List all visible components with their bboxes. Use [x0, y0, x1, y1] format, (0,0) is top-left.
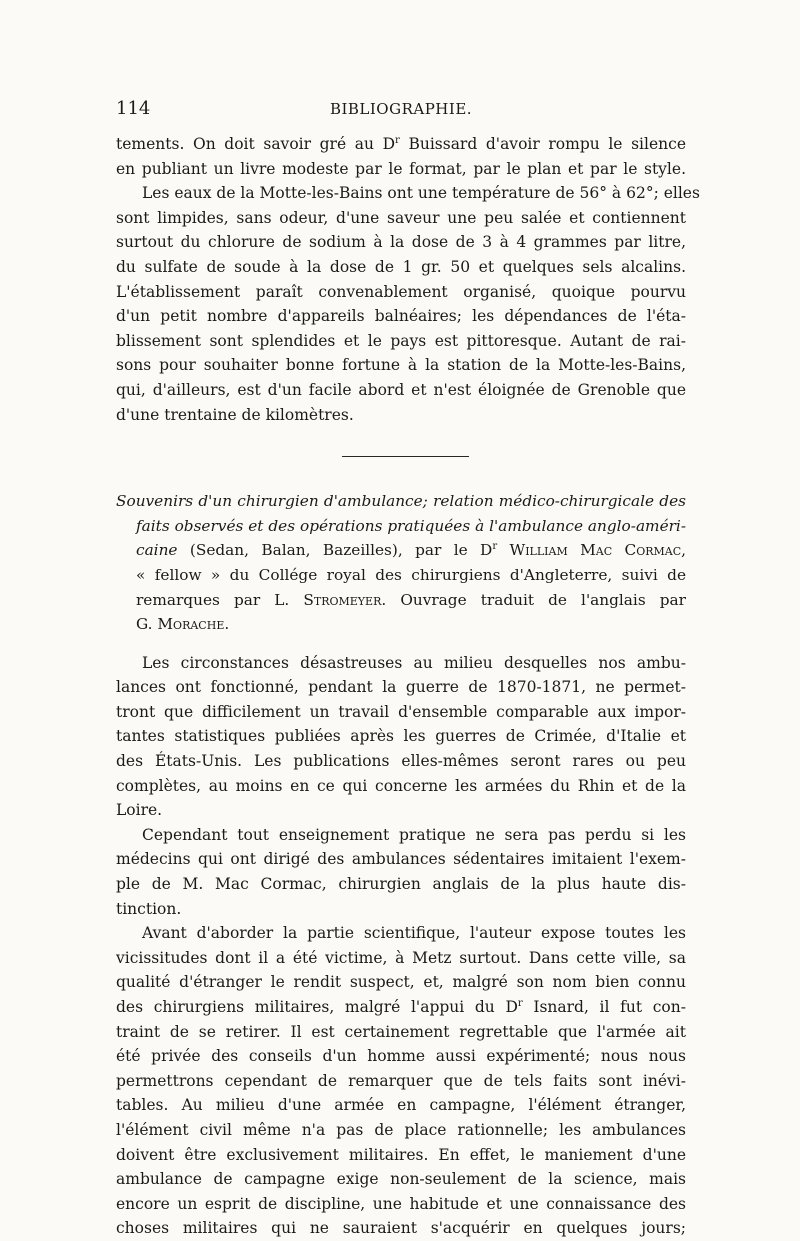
paragraph-enseignement	[116, 823, 686, 921]
text-line: tantes statistiques publiées après les guerres de Crimée, d'Italie et	[116, 727, 686, 746]
page-body	[116, 132, 700, 1241]
text-line: tements. On doit savoir gré au $D^r$ Buissard d'avoir rompu le silence	[116, 134, 686, 153]
text-line: Les circonstances désastreuses au milieu desquelles nos ambu-	[142, 653, 686, 672]
text-line: lances ont fonctionné, pendant la guerre de 1870-1871, ne permet-	[116, 678, 686, 697]
text-line: l'élément civil même n'a pas de place rationnelle; les ambulances	[116, 1120, 686, 1139]
paragraph-motte-les-bains	[116, 181, 700, 427]
text-line: été privée des conseils d'un homme aussi expérimenté; nous nous	[116, 1047, 686, 1066]
title-line: Souvenirs d'un chirurgien d'ambulance; relation médico-chirurgicale des	[116, 492, 686, 511]
paragraph-avant	[116, 921, 686, 1241]
text-line: d'une trentaine de kilomètres.	[116, 405, 354, 424]
text-line: du sulfate de soude à la dose de 1 gr. 50 et quelques sels alcalins.	[116, 257, 686, 276]
text-line: Avant d'aborder la partie scientifique, l'auteur expose toutes les	[142, 924, 686, 943]
title-line: caine (Sedan, Balan, Bazeilles), par le $D^r$ William Mac Cormac,	[136, 541, 686, 560]
text-line: traint de se retirer. Il est certainement regrettable que l'armée ait	[116, 1022, 686, 1041]
title-line: faits observés et des opérations pratiquées à l'ambulance anglo-améri-	[136, 516, 686, 535]
page-header	[116, 98, 686, 124]
paragraph-continuation	[116, 132, 686, 181]
text-line: Les eaux de la Motte-les-Bains ont une température de 56° à 62°; elles	[142, 184, 700, 203]
text-line: vicissitudes dont il a été victime, à Metz surtout. Dans cette ville, sa	[116, 948, 686, 967]
title-line: remarques par L. Stromeyer. Ouvrage traduit de l'anglais par	[136, 590, 686, 609]
text-line: encore un esprit de discipline, une habitude et une connaissance des	[116, 1194, 686, 1213]
text-line: tront que difficilement un travail d'ensemble comparable aux impor-	[116, 702, 686, 721]
section-divider	[116, 427, 686, 489]
text-line: qualité d'étranger le rendit suspect, et, malgré son nom bien connu	[116, 973, 686, 992]
running-head: BIBLIOGRAPHIE.	[329, 100, 473, 118]
paragraph-circonstances	[116, 651, 686, 823]
text-line: L'établissement paraît convenablement organisé, quoique pourvu	[116, 282, 686, 301]
text-line: médecins qui ont dirigé des ambulances sédentaires imitaient l'exem-	[116, 850, 686, 869]
text-line: choses militaires qui ne sauraient s'acquérir en quelques jours;	[116, 1219, 686, 1238]
text-line: qui, d'ailleurs, est d'un facile abord et n'est éloignée de Grenoble que	[116, 380, 686, 399]
text-line: des chirurgiens militaires, malgré l'appui du $D^r$ Isnard, il fut con-	[116, 997, 686, 1016]
review-title	[116, 489, 686, 637]
text-line: blissement sont splendides et le pays est pittoresque. Autant de rai-	[116, 331, 686, 350]
text-line: ambulance de campagne exige non-seulement de la science, mais	[116, 1170, 686, 1189]
text-line: Cependant tout enseignement pratique ne sera pas perdu si les	[142, 825, 686, 844]
text-line: complètes, au moins en ce qui concerne les armées du Rhin et de la	[116, 776, 686, 795]
text-line: doivent être exclusivement militaires. En effet, le maniement d'une	[116, 1145, 686, 1164]
text-line: tinction.	[116, 899, 182, 918]
divider-rule	[342, 456, 469, 457]
text-line: en publiant un livre modeste par le format, par le plan et par le style.	[116, 159, 686, 178]
text-line: ple de M. Mac Cormac, chirurgien anglais de la plus haute dis-	[116, 875, 686, 894]
text-line: surtout du chlorure de sodium à la dose de 3 à 4 grammes par litre,	[116, 233, 686, 252]
text-line: des États-Unis. Les publications elles-mêmes seront rares ou peu	[116, 752, 686, 771]
text-line: d'un petit nombre d'appareils balnéaires; les dépendances de l'éta-	[116, 307, 686, 326]
text-line: sons pour souhaiter bonne fortune à la station de la Motte-les-Bains,	[116, 356, 686, 375]
text-line: tables. Au milieu d'une armée en campagne, l'élément étranger,	[116, 1096, 686, 1115]
title-line: « fellow » du Collége royal des chirurgiens d'Angleterre, suivi de	[136, 565, 686, 584]
text-line: permettrons cependant de remarquer que de tels faits sont inévi-	[116, 1071, 686, 1090]
page-number: 114	[116, 98, 151, 119]
title-line: G. Morache.	[136, 615, 230, 634]
text-line: Loire.	[116, 801, 163, 820]
text-line: sont limpides, sans odeur, d'une saveur une peu salée et contiennent	[116, 208, 686, 227]
